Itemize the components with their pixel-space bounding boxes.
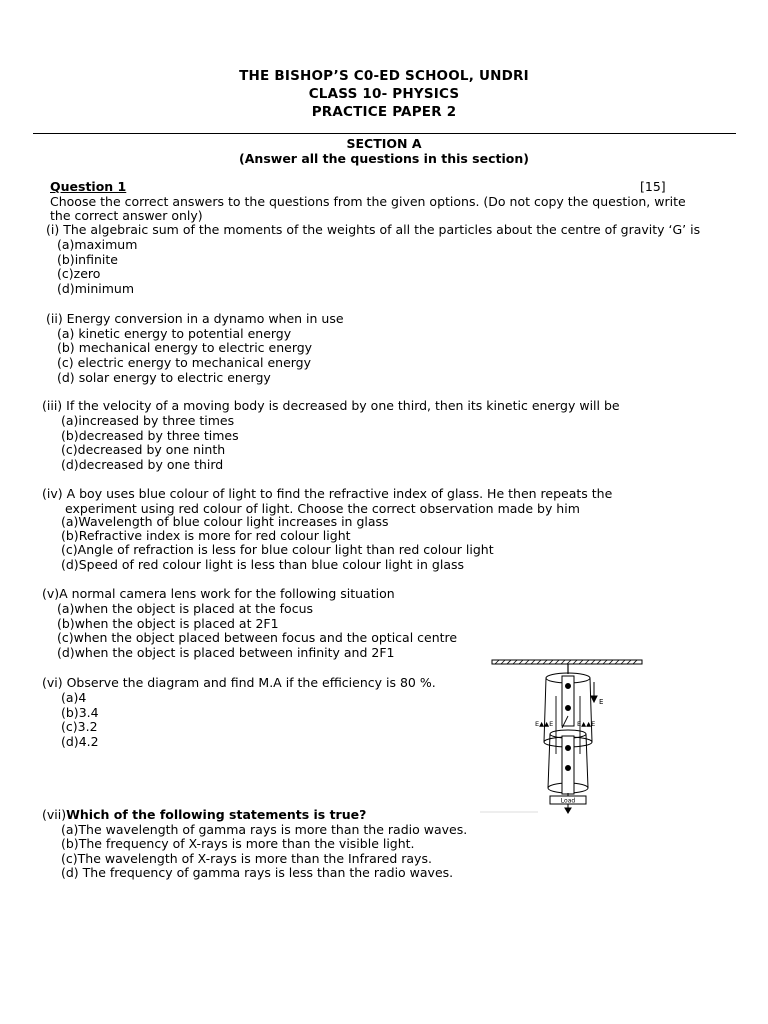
option-text: 3.4 xyxy=(78,705,99,720)
option-label: (b) xyxy=(61,528,79,543)
option-vii-b xyxy=(61,837,415,851)
effort-label: E xyxy=(599,698,604,706)
ceiling-support xyxy=(492,660,642,674)
option-iii-d xyxy=(61,458,223,472)
option-text: when the object is placed at 2F1 xyxy=(74,616,279,631)
option-label: (a) xyxy=(61,514,79,529)
question-vi-text: (vi) Observe the diagram and find M.A if the efficiency is 80 %. xyxy=(42,675,436,690)
option-label: (d) xyxy=(57,645,75,660)
option-text: The frequency of gamma rays is less than the radio waves. xyxy=(78,865,454,880)
option-label: (c) xyxy=(57,266,74,281)
effort-arrow xyxy=(591,682,597,702)
option-label: (c) xyxy=(61,719,78,734)
option-text: The frequency of X-rays is more than the visible light. xyxy=(78,836,415,851)
option-text: mechanical energy to electric energy xyxy=(78,340,313,355)
option-ii-b xyxy=(57,341,312,355)
option-text: decreased by one ninth xyxy=(77,442,226,457)
option-label: (d) xyxy=(57,370,75,385)
option-label: (b) xyxy=(61,836,79,851)
option-vii-d xyxy=(61,866,453,880)
option-text: decreased by one third xyxy=(78,457,224,472)
option-label: (b) xyxy=(61,428,79,443)
option-iii-c xyxy=(61,443,225,457)
header-divider xyxy=(33,133,736,134)
option-label: (d) xyxy=(61,734,79,749)
question-1-instruction-line2: the correct answer only) xyxy=(50,208,203,223)
option-text: when the object placed between focus and the optical centre xyxy=(73,630,458,645)
question-1-instruction-line1: Choose the correct answers to the questions from the given options. (Do not copy the question, write xyxy=(50,194,686,209)
question-vii-text: Which of the following statements is true? xyxy=(66,807,367,822)
option-i-d xyxy=(57,282,134,296)
option-label: (d) xyxy=(61,557,79,572)
option-text: when the object is placed at the focus xyxy=(74,601,314,616)
option-text: Wavelength of blue colour light increases in glass xyxy=(78,514,389,529)
question-iv-text-line1: (iv) A boy uses blue colour of light to find the refractive index of glass. He then repeats the xyxy=(42,486,613,501)
option-label: (a) xyxy=(57,601,75,616)
option-label: (c) xyxy=(61,542,78,557)
option-i-c xyxy=(57,267,100,281)
option-text: Angle of refraction is less for blue colour light than red colour light xyxy=(77,542,494,557)
option-text: increased by three times xyxy=(78,413,235,428)
lower-pulley-block xyxy=(548,730,588,794)
question-v-text: (v)A normal camera lens work for the following situation xyxy=(42,586,395,601)
option-label: (d) xyxy=(61,457,79,472)
option-iv-c xyxy=(61,543,494,557)
load-label: Load xyxy=(560,797,576,805)
option-label: (d) xyxy=(57,281,75,296)
option-text: minimum xyxy=(74,281,135,296)
question-ii-text: (ii) Energy conversion in a dynamo when in use xyxy=(46,311,344,326)
option-label: (d) xyxy=(61,865,79,880)
question-vii xyxy=(42,808,366,822)
pulley-system-diagram xyxy=(478,656,724,818)
question-i-text: (i) The algebraic sum of the moments of the weights of all the particles about the centre of gravity ‘G’ is xyxy=(46,222,701,237)
option-text: 4 xyxy=(78,690,87,705)
tension-labels-right: E▲▲E xyxy=(577,720,596,728)
option-label: (b) xyxy=(57,616,75,631)
tension-labels-left: E▲▲E xyxy=(535,720,554,728)
option-iii-b xyxy=(61,429,239,443)
class-subject: CLASS 10- PHYSICS xyxy=(308,86,460,102)
option-text: 3.2 xyxy=(77,719,98,734)
option-label: (c) xyxy=(61,442,78,457)
option-i-a xyxy=(57,238,137,252)
option-label: (c) xyxy=(57,630,74,645)
option-i-b xyxy=(57,253,118,267)
section-instruction: (Answer all the questions in this section) xyxy=(239,151,529,166)
option-vi-a xyxy=(61,691,86,705)
option-label: (a) xyxy=(57,237,75,252)
option-text: Speed of red colour light is less than blue colour light in glass xyxy=(78,557,465,572)
option-label: (a) xyxy=(57,326,75,341)
school-name: THE BISHOP’S C0-ED SCHOOL, UNDRI xyxy=(239,68,529,84)
option-vi-d xyxy=(61,735,99,749)
option-text: Refractive index is more for red colour light xyxy=(78,528,351,543)
option-v-b xyxy=(57,617,279,631)
option-iii-a xyxy=(61,414,234,428)
option-text: solar energy to electric energy xyxy=(78,370,271,385)
option-text: kinetic energy to potential energy xyxy=(78,326,292,341)
option-text: infinite xyxy=(74,252,118,267)
option-text: zero xyxy=(73,266,101,281)
option-label: (a) xyxy=(61,413,79,428)
option-text: maximum xyxy=(74,237,138,252)
section-title: SECTION A xyxy=(346,136,422,151)
question-1-label: Question 1 xyxy=(50,179,127,194)
question-1-marks: [15] xyxy=(640,179,666,194)
question-vii-prefix: (vii) xyxy=(42,807,67,822)
option-vii-c xyxy=(61,852,432,866)
option-iv-b xyxy=(61,529,351,543)
option-label: (a) xyxy=(61,822,79,837)
option-text: The wavelength of X-rays is more than the Infrared rays. xyxy=(77,851,432,866)
option-label: (a) xyxy=(61,690,79,705)
question-iv-text-line2: experiment using red colour of light. Choose the correct observation made by him xyxy=(65,501,580,516)
option-label: (c) xyxy=(61,851,78,866)
option-vi-c xyxy=(61,720,98,734)
option-v-a xyxy=(57,602,313,616)
option-ii-d xyxy=(57,371,271,385)
paper-title: PRACTICE PAPER 2 xyxy=(311,104,457,120)
option-iv-a xyxy=(61,515,389,529)
question-iii-text: (iii) If the velocity of a moving body is decreased by one third, then its kinetic energy will be xyxy=(42,398,620,413)
option-vi-b xyxy=(61,706,99,720)
option-text: when the object is placed between infinity and 2F1 xyxy=(74,645,395,660)
option-label: (b) xyxy=(57,252,75,267)
option-text: The wavelength of gamma rays is more than the radio waves. xyxy=(78,822,468,837)
option-v-c xyxy=(57,631,457,645)
option-label: (c) xyxy=(57,355,74,370)
option-ii-c xyxy=(57,356,311,370)
option-v-d xyxy=(57,646,394,660)
option-text: decreased by three times xyxy=(78,428,239,443)
option-iv-d xyxy=(61,558,464,572)
option-ii-a xyxy=(57,327,291,341)
option-text: 4.2 xyxy=(78,734,99,749)
option-text: electric energy to mechanical energy xyxy=(77,355,312,370)
option-label: (b) xyxy=(61,705,79,720)
option-label: (b) xyxy=(57,340,75,355)
option-vii-a xyxy=(61,823,467,837)
